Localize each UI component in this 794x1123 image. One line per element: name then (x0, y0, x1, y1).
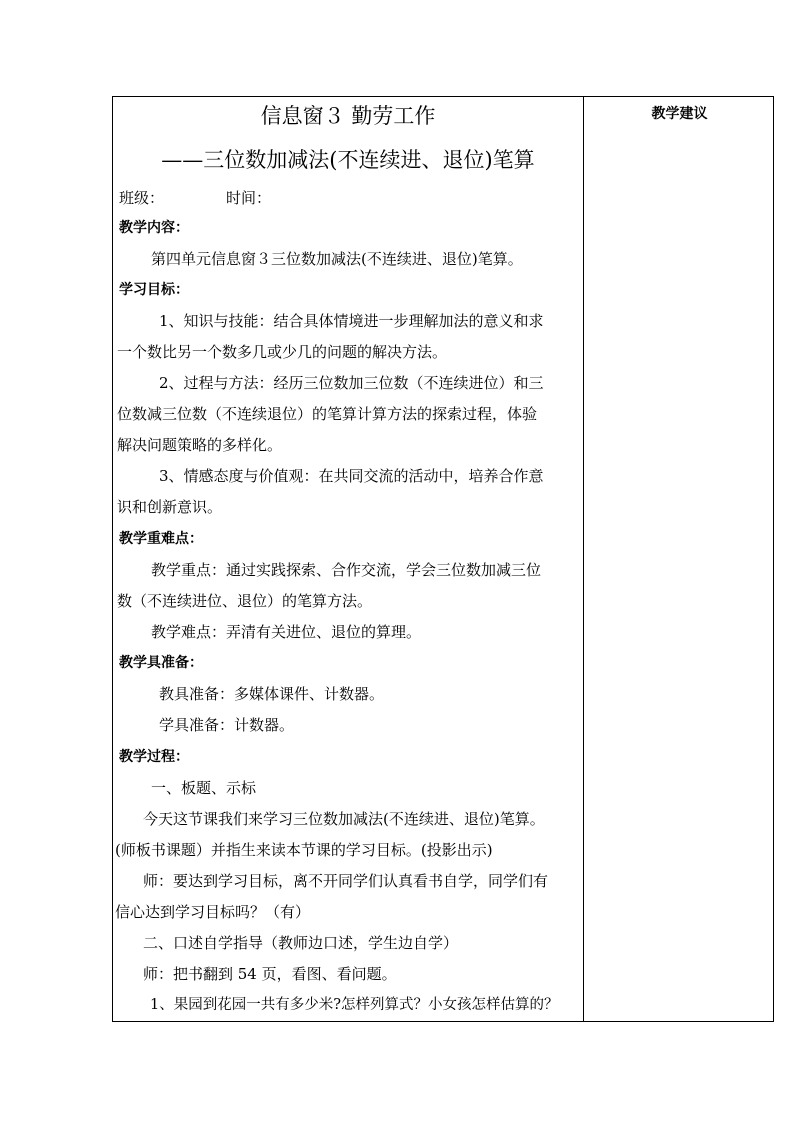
process-line-3: (师板书课题）并指生来读本节课的学习目标。(投影出示) (115, 841, 493, 859)
process-step-1: 一、板题、示标 (151, 779, 257, 797)
heading-process: 教学过程： (119, 749, 189, 765)
heading-content: 教学内容： (119, 220, 189, 236)
goal-2-line-2: 位数减三位数（不连续退位）的笔算计算方法的探索过程，体验 (117, 405, 538, 423)
heading-goals: 学习目标： (119, 282, 189, 298)
goal-3-line-1: 3、情感态度与价值观：在共同交流的活动中，培养合作意 (159, 467, 544, 485)
teaching-suggestion-title: 教学建议 (651, 106, 708, 122)
lesson-content-cell (113, 97, 583, 1021)
process-line-4: 师：要达到学习目标，离不开同学们认真看书自学，同学们有 (143, 872, 549, 890)
time-label: 时间： (226, 189, 272, 207)
lesson-title: 信息窗３ 勤劳工作 (260, 104, 436, 128)
goal-1-line-2: 一个数比另一个数多几或少几的问题的解决方法。 (117, 343, 448, 361)
goal-1-line-1: 1、知识与技能：结合具体情境进一步理解加法的意义和求 (159, 312, 544, 330)
teacher-prep: 教具准备：多媒体课件、计数器。 (159, 685, 385, 703)
process-line-2: 今天这节课我们来学习三位数加减法(不连续进、退位)笔算。 (143, 810, 545, 828)
difficult-point: 教学难点：弄清有关进位、退位的算理。 (151, 623, 422, 641)
lesson-subtitle: ——三位数加减法(不连续进、退位)笔算 (161, 148, 535, 172)
student-prep: 学具准备：计数器。 (159, 716, 295, 734)
lesson-table (112, 96, 774, 1022)
heading-key-points: 教学重难点： (119, 531, 203, 547)
key-point-line-1: 教学重点：通过实践探索、合作交流，学会三位数加减三位 (151, 561, 542, 579)
process-line-5: 信心达到学习目标吗？（有） (115, 903, 311, 921)
goal-3-line-2: 识和创新意识。 (117, 498, 223, 516)
goal-2-line-1: 2、过程与方法：经历三位数加三位数（不连续进位）和三 (159, 374, 544, 392)
class-label: 班级： (119, 189, 165, 207)
process-step-2: 二、口述自学指导（教师边口述，学生边自学） (143, 934, 459, 952)
process-line-7: 师：把书翻到 54 页，看图、看问题。 (143, 965, 397, 983)
key-point-line-2: 数（不连续进位、退位）的笔算方法。 (117, 592, 373, 610)
content-text: 第四单元信息窗３三位数加减法(不连续进、退位)笔算。 (151, 250, 523, 268)
teaching-suggestion-cell (584, 97, 775, 1021)
process-line-8: 1、果园到花园一共有多少米?怎样列算式？小女孩怎样估算的？ (150, 997, 559, 1013)
heading-preparation: 教学具准备： (119, 655, 203, 671)
goal-2-line-3: 解决问题策略的多样化。 (117, 436, 283, 454)
